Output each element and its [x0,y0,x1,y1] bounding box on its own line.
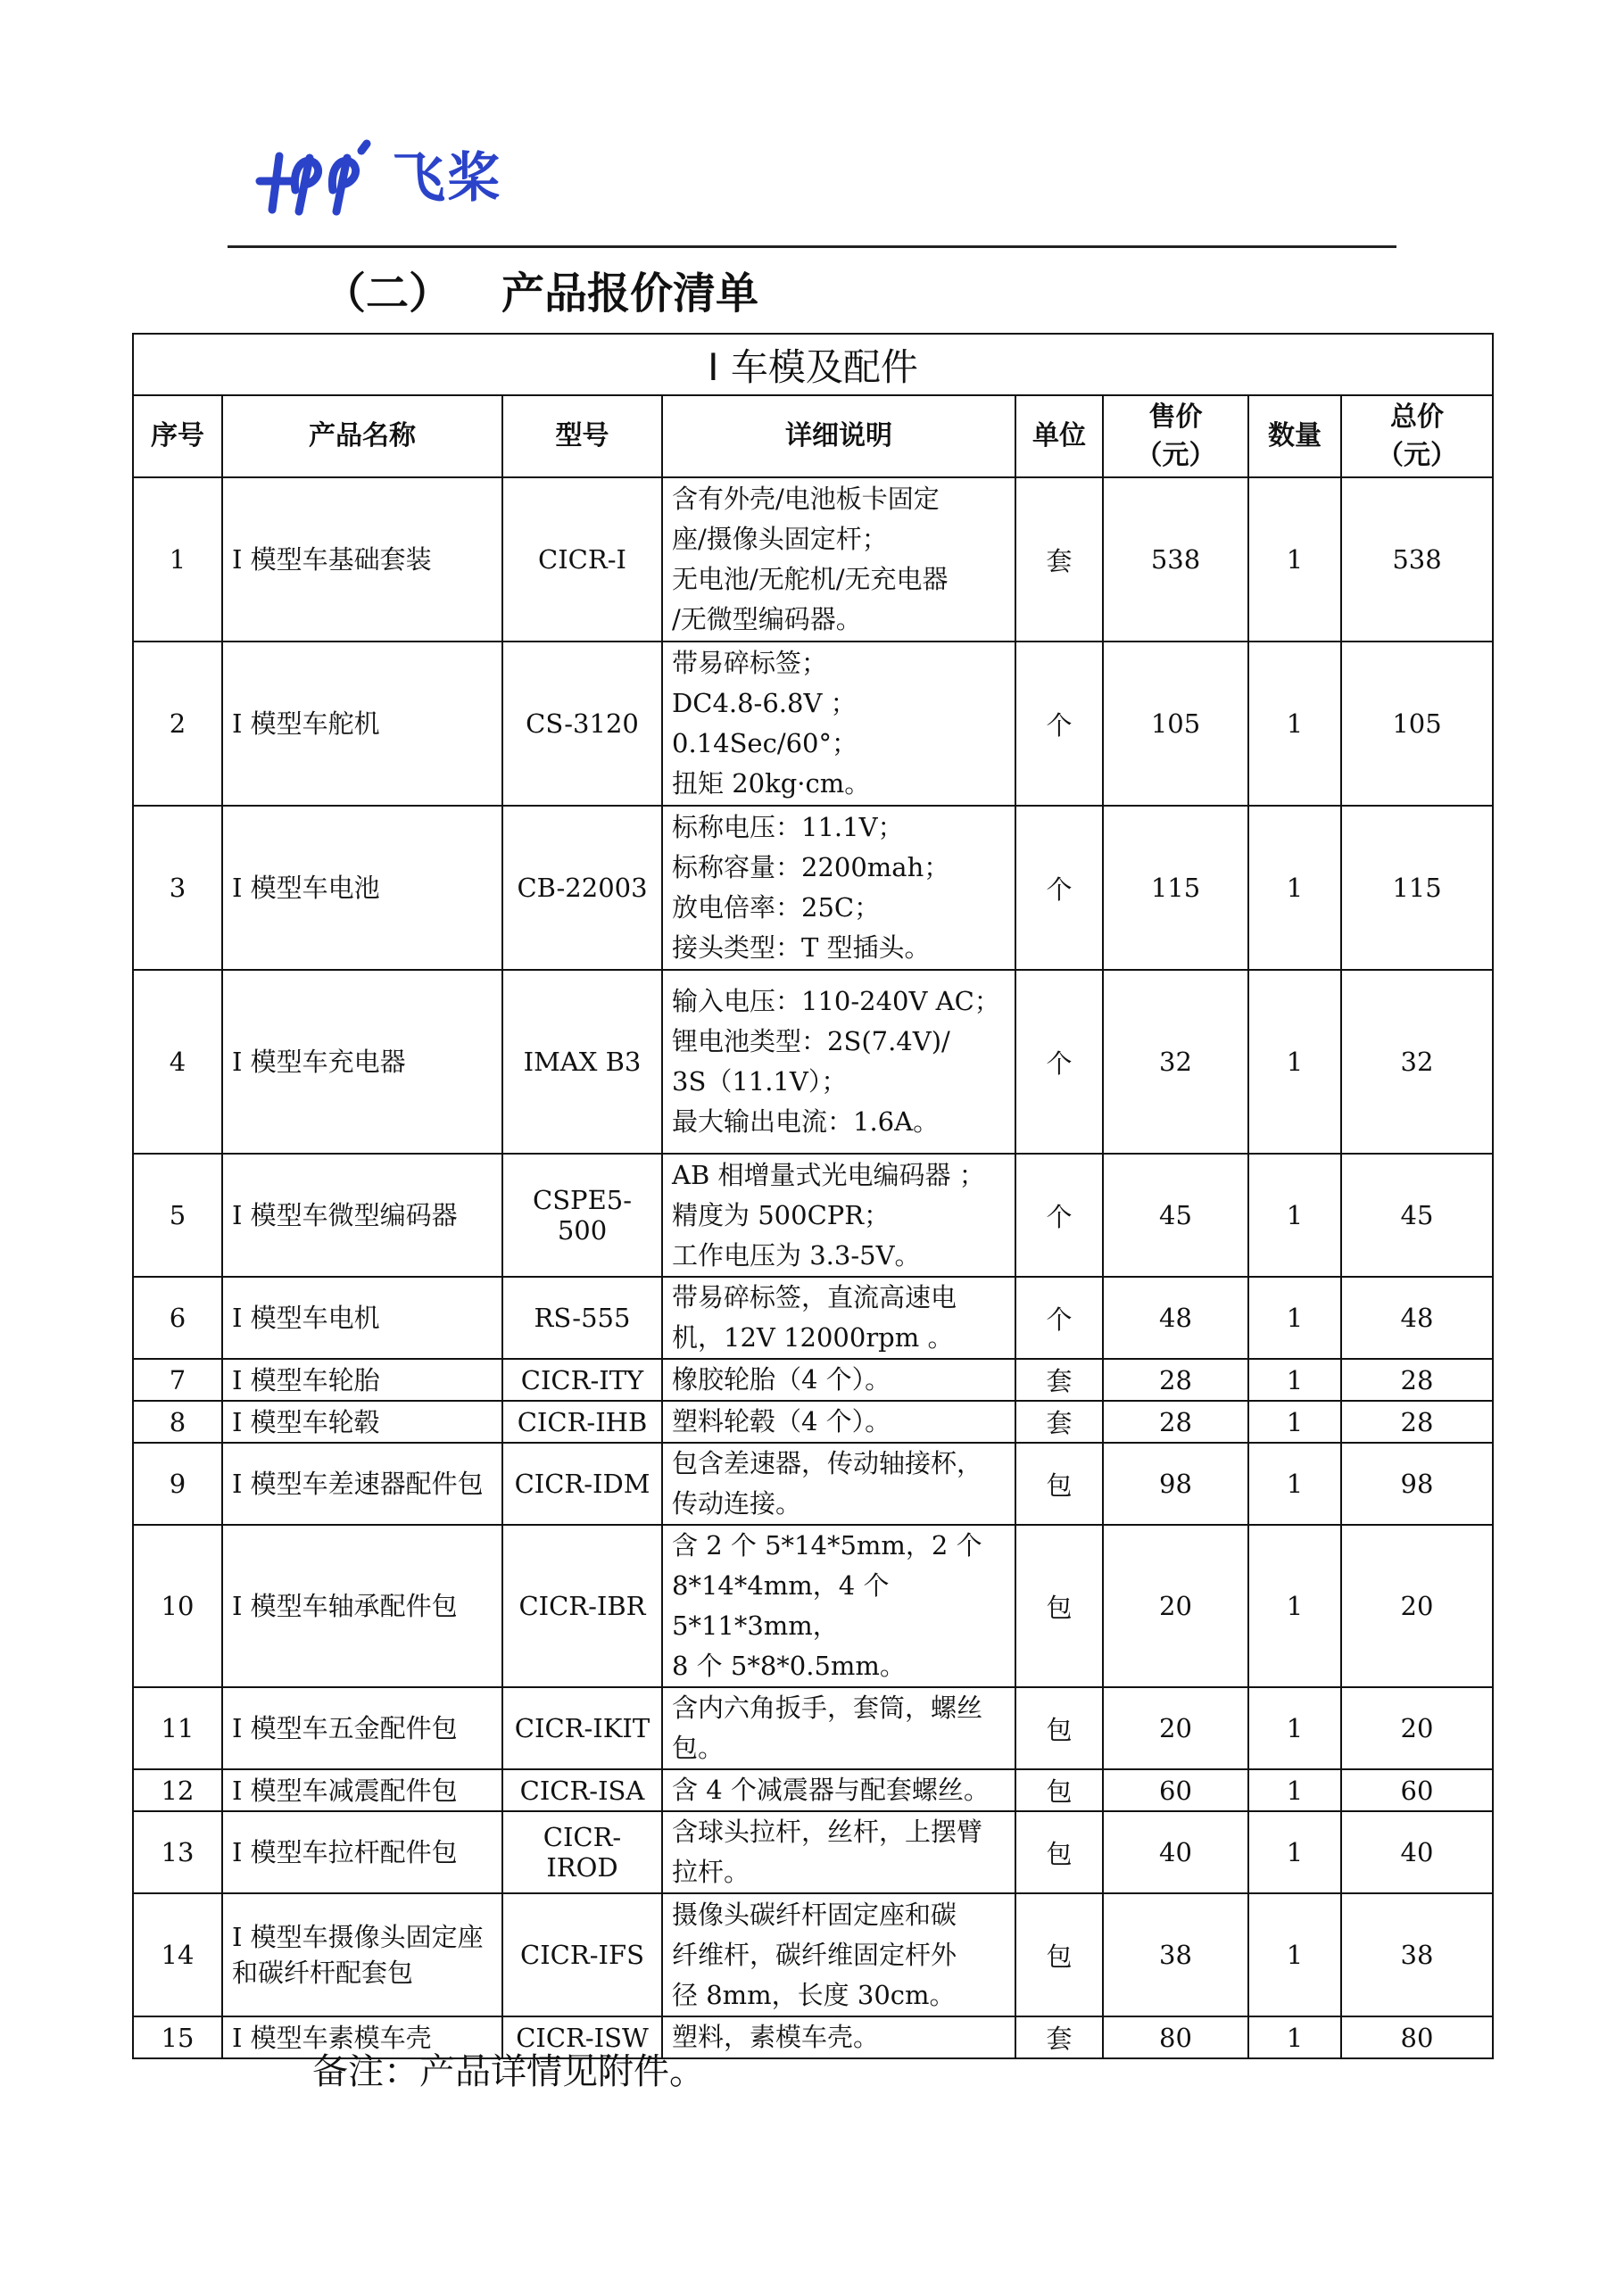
cell-total: 38 [1341,1893,1493,2016]
cell-product-name: I 模型车基础套装 [222,477,502,642]
detail-line: 最大输出电流：1.6A。 [672,1106,940,1137]
cell-total: 20 [1341,1525,1493,1687]
cell-qty: 1 [1248,1769,1341,1811]
cell-detail [662,1359,1015,1401]
cell-unit: 个 [1015,1277,1103,1359]
cell-price: 60 [1103,1769,1248,1811]
cell-detail [662,1811,1015,1893]
cell-qty: 1 [1248,1277,1341,1359]
cell-detail [662,477,1015,642]
col-header-name: 产品名称 [222,395,502,477]
paddle-logo-icon [253,138,386,219]
detail-line: 带易碎标签； [672,648,828,678]
cell-price: 80 [1103,2016,1248,2058]
cell-detail [662,2016,1015,2058]
cell-price: 115 [1103,806,1248,970]
cell-detail [662,1687,1015,1769]
detail-line: 8*14*4mm，4 个 5*11*3mm， [672,1570,890,1641]
cell-seq: 5 [133,1154,222,1277]
cell-qty: 1 [1248,642,1341,806]
cell-product-name: I 模型车减震配件包 [222,1769,502,1811]
cell-total: 105 [1341,642,1493,806]
detail-line: 径 8mm，长度 30cm。 [672,1979,956,2010]
detail-line: 包含差速器，传动轴接杯， [672,1448,983,1478]
cell-price: 98 [1103,1443,1248,1525]
cell-model: RS-555 [502,1277,662,1359]
cell-product-name: I 模型车充电器 [222,970,502,1154]
detail-line: 标称容量：2200mah； [672,852,950,882]
detail-line: 摄像头碳纤杆固定座和碳 [672,1899,957,1930]
header-divider [228,245,1396,248]
cell-qty: 1 [1248,1401,1341,1443]
detail-line: 无电池/无舵机/无充电器 [672,564,949,594]
cell-model: CICR-ITY [502,1359,662,1401]
cell-total: 538 [1341,477,1493,642]
cell-model: CICR-ISW [502,2016,662,2058]
table-header-row [133,395,1493,477]
detail-line: 座/摄像头固定杆； [672,524,888,554]
cell-unit: 包 [1015,1811,1103,1893]
detail-line: 机，12V 12000rpm 。 [672,1322,954,1353]
cell-product-name: I 模型车舵机 [222,642,502,806]
cell-price: 538 [1103,477,1248,642]
cell-qty: 1 [1248,1525,1341,1687]
cell-qty: 1 [1248,1443,1341,1525]
cell-detail [662,1769,1015,1811]
cell-total: 28 [1341,1359,1493,1401]
detail-line: AB 相增量式光电编码器 ； [672,1159,985,1190]
col-header-model: 型号 [502,395,662,477]
cell-seq: 12 [133,1769,222,1811]
cell-model: CICR-IHB [502,1401,662,1443]
cell-seq: 2 [133,642,222,806]
cell-price: 38 [1103,1893,1248,2016]
cell-unit: 包 [1015,1769,1103,1811]
table-row [133,1893,1493,2016]
cell-price: 48 [1103,1277,1248,1359]
detail-line: 纤维杆，碳纤维固定杆外 [672,1939,957,1970]
detail-line: /无微型编码器。 [672,604,862,634]
detail-line: 8 个 5*8*0.5mm。 [672,1651,906,1681]
cell-price: 40 [1103,1811,1248,1893]
cell-product-name: I 模型车电机 [222,1277,502,1359]
detail-line: 塑料，素模车壳。 [672,2022,880,2052]
cell-model: CICR-IFS [502,1893,662,2016]
cell-product-name: I 模型车轴承配件包 [222,1525,502,1687]
cell-unit: 个 [1015,1154,1103,1277]
col-header-price-line1: 售价 [1148,401,1203,433]
cell-price: 45 [1103,1154,1248,1277]
cell-qty: 1 [1248,806,1341,970]
table-row [133,1401,1493,1443]
cell-seq: 1 [133,477,222,642]
cell-qty: 1 [1248,1687,1341,1769]
cell-detail [662,1154,1015,1277]
brand-logo [253,134,502,223]
cell-detail [662,1443,1015,1525]
col-header-total-line1: 总价 [1390,401,1444,433]
detail-line: 含有外壳/电池板卡固定 [672,484,940,514]
detail-line: 包。 [672,1733,725,1763]
detail-line: 塑料轮毂（4 个）。 [672,1406,891,1436]
col-header-total [1341,395,1493,477]
cell-product-name: I 模型车拉杆配件包 [222,1811,502,1893]
cell-model: CICR-IKIT [502,1687,662,1769]
cell-price: 20 [1103,1525,1248,1687]
cell-total: 20 [1341,1687,1493,1769]
detail-line: 含 2 个 5*14*5mm，2 个 [672,1530,982,1561]
table-row [133,1154,1493,1277]
table-row [133,806,1493,970]
detail-line: 接头类型：T 型插头。 [672,932,931,963]
footnote: 备注：产品详情见附件。 [312,2051,705,2092]
cell-seq: 14 [133,1893,222,2016]
cell-model: CB-22003 [502,806,662,970]
cell-total: 48 [1341,1277,1493,1359]
cell-unit: 套 [1015,1359,1103,1401]
cell-model: CS-3120 [502,642,662,806]
detail-line: 输入电压：110-240V AC； [672,986,1000,1016]
table-row [133,1277,1493,1359]
detail-line: 锂电池类型：2S(7.4V)/ [672,1026,950,1056]
detail-line: 标称电压：11.1V； [672,812,904,842]
cell-qty: 1 [1248,1359,1341,1401]
section-number: （二） [323,269,452,319]
table-row [133,1811,1493,1893]
cell-unit: 套 [1015,1401,1103,1443]
cell-qty: 1 [1248,1154,1341,1277]
cell-total: 28 [1341,1401,1493,1443]
cell-qty: 1 [1248,477,1341,642]
col-header-price-line2: （元） [1135,440,1216,471]
detail-line: 含 4 个减震器与配套螺丝。 [672,1775,990,1805]
col-header-detail: 详细说明 [662,395,1015,477]
cell-price: 20 [1103,1687,1248,1769]
detail-line: 3S（11.1V）； [672,1066,848,1097]
cell-detail [662,642,1015,806]
cell-product-name: I 模型车微型编码器 [222,1154,502,1277]
detail-line: 工作电压为 3.3-5V。 [672,1239,921,1271]
table-row [133,1525,1493,1687]
detail-line: 含球头拉杆，丝杆，上摆臂 [672,1817,983,1847]
cell-product-name: I 模型车摄像头固定座和碳纤杆配套包 [222,1893,502,2016]
detail-line: 带易碎标签，直流高速电 [672,1282,957,1312]
cell-detail [662,806,1015,970]
detail-line: 传动连接。 [672,1488,802,1519]
cell-detail [662,1893,1015,2016]
detail-line: 0.14Sec/60°； [672,728,858,758]
cell-seq: 6 [133,1277,222,1359]
table-row [133,1443,1493,1525]
cell-seq: 15 [133,2016,222,2058]
cell-model: CICR-I [502,477,662,642]
quote-table [132,333,1494,2059]
cell-seq: 13 [133,1811,222,1893]
table-row [133,1769,1493,1811]
cell-seq: 3 [133,806,222,970]
cell-unit: 包 [1015,1893,1103,2016]
cell-total: 115 [1341,806,1493,970]
cell-seq: 8 [133,1401,222,1443]
cell-model: CSPE5-500 [502,1154,662,1277]
table-caption: I 车模及配件 [133,334,1493,395]
cell-detail [662,1525,1015,1687]
col-header-unit: 单位 [1015,395,1103,477]
cell-price: 28 [1103,1401,1248,1443]
cell-detail [662,1277,1015,1359]
cell-product-name: I 模型车五金配件包 [222,1687,502,1769]
section-title [323,259,758,320]
detail-line: 扭矩 20kg·cm。 [672,768,871,799]
cell-seq: 7 [133,1359,222,1401]
detail-line: 含内六角扳手，套筒，螺丝 [672,1693,983,1723]
cell-detail [662,970,1015,1154]
cell-price: 105 [1103,642,1248,806]
table-row [133,1687,1493,1769]
detail-line: 放电倍率：25C； [672,892,881,923]
cell-qty: 1 [1248,2016,1341,2058]
col-header-total-line2: （元） [1377,440,1457,471]
cell-unit: 包 [1015,1525,1103,1687]
cell-unit: 包 [1015,1443,1103,1525]
cell-unit: 包 [1015,1687,1103,1769]
col-header-seq: 序号 [133,395,222,477]
cell-unit: 套 [1015,477,1103,642]
cell-total: 32 [1341,970,1493,1154]
detail-line: 拉杆。 [672,1857,750,1887]
cell-model: CICR-IROD [502,1811,662,1893]
cell-unit: 套 [1015,2016,1103,2058]
cell-model: CICR-IDM [502,1443,662,1525]
cell-qty: 1 [1248,1811,1341,1893]
cell-total: 60 [1341,1769,1493,1811]
table-row [133,642,1493,806]
cell-unit: 个 [1015,642,1103,806]
cell-product-name: I 模型车轮毂 [222,1401,502,1443]
col-header-price [1103,395,1248,477]
table-body [133,477,1493,2058]
col-header-qty: 数量 [1248,395,1341,477]
table-row [133,1359,1493,1401]
detail-line: 精度为 500CPR； [672,1199,891,1230]
cell-seq: 4 [133,970,222,1154]
cell-total: 40 [1341,1811,1493,1893]
cell-product-name: I 模型车差速器配件包 [222,1443,502,1525]
cell-product-name: I 模型车轮胎 [222,1359,502,1401]
cell-model: CICR-ISA [502,1769,662,1811]
cell-qty: 1 [1248,1893,1341,2016]
cell-seq: 9 [133,1443,222,1525]
table-row [133,477,1493,642]
detail-line: DC4.8-6.8V ； [672,688,857,718]
brand-text: 飞桨 [392,147,502,210]
cell-total: 98 [1341,1443,1493,1525]
cell-model: CICR-IBR [502,1525,662,1687]
cell-unit: 个 [1015,970,1103,1154]
cell-total: 80 [1341,2016,1493,2058]
section-title-text: 产品报价清单 [501,269,759,319]
cell-price: 32 [1103,970,1248,1154]
cell-seq: 10 [133,1525,222,1687]
cell-product-name: I 模型车电池 [222,806,502,970]
cell-product-name: I 模型车素模车壳 [222,2016,502,2058]
cell-model: IMAX B3 [502,970,662,1154]
detail-line: 橡胶轮胎（4 个）。 [672,1364,891,1395]
table-row [133,970,1493,1154]
cell-total: 45 [1341,1154,1493,1277]
cell-seq: 11 [133,1687,222,1769]
cell-price: 28 [1103,1359,1248,1401]
cell-qty: 1 [1248,970,1341,1154]
cell-detail [662,1401,1015,1443]
cell-unit: 个 [1015,806,1103,970]
